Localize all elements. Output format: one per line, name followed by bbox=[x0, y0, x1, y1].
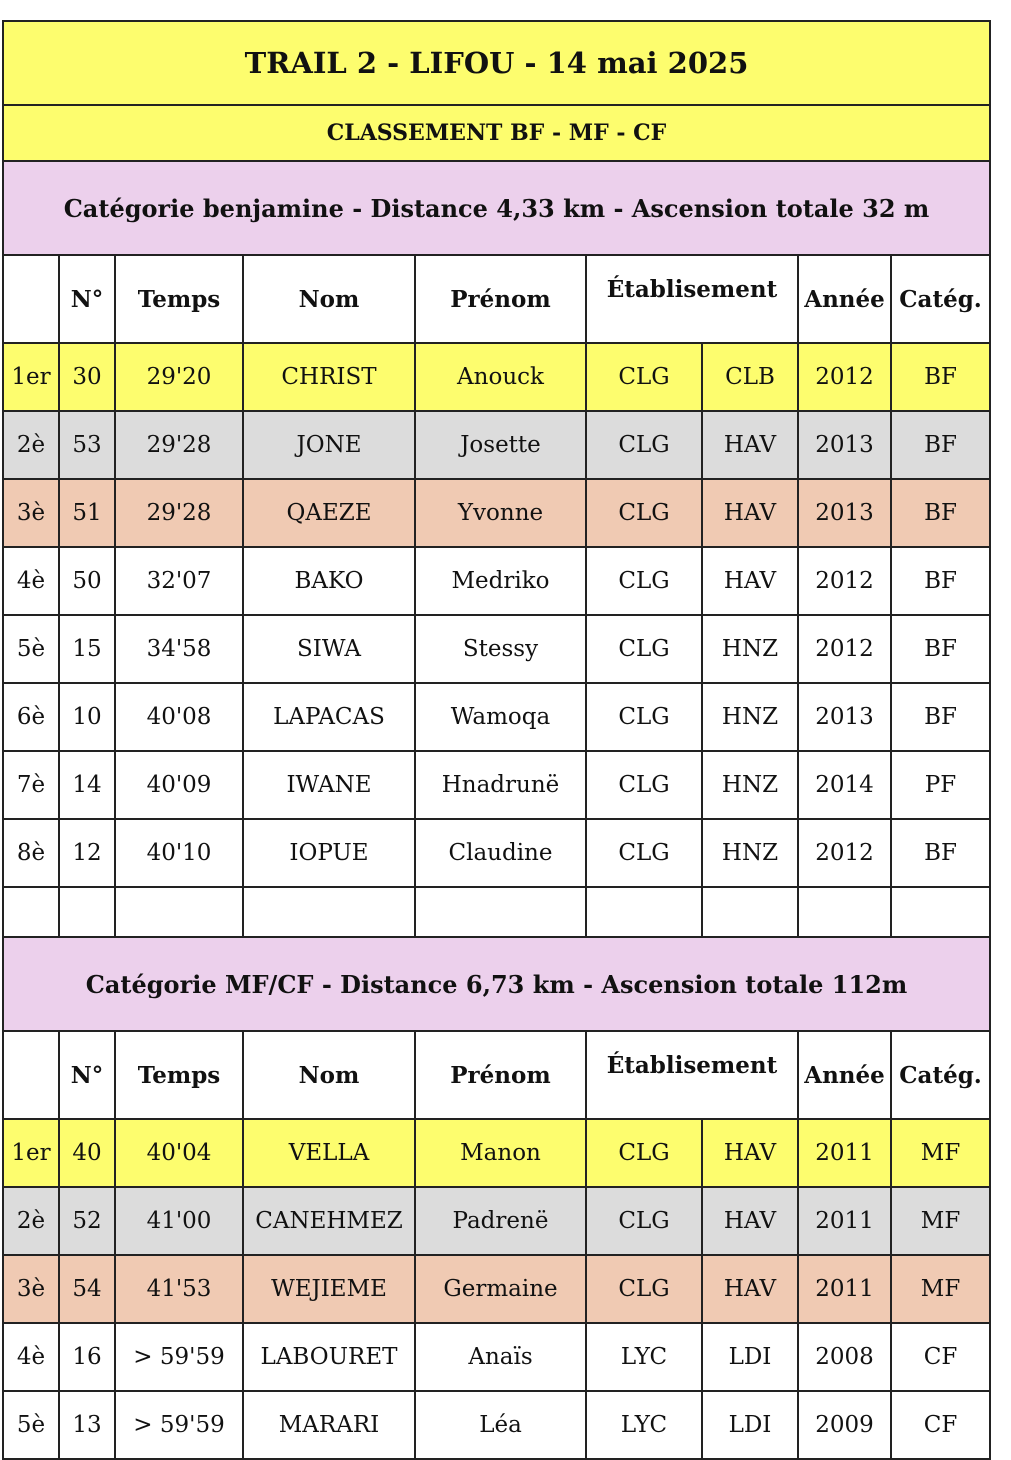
cell-school-type: LYC bbox=[586, 1391, 702, 1459]
cell-year: 2009 bbox=[798, 1391, 891, 1459]
title-row bbox=[3, 21, 990, 105]
category-heading-row bbox=[3, 161, 990, 255]
cell-category: BF bbox=[891, 547, 990, 615]
cell-lastname: MARARI bbox=[243, 1391, 415, 1459]
cell-number: 40 bbox=[59, 1119, 115, 1187]
cell-firstname: Anaïs bbox=[415, 1323, 586, 1391]
cell-year: 2013 bbox=[798, 683, 891, 751]
table-row bbox=[3, 819, 990, 887]
cell-firstname: Hnadrunë bbox=[415, 751, 586, 819]
cell-school-type: LYC bbox=[586, 1323, 702, 1391]
cell-time: 40'09 bbox=[115, 751, 243, 819]
header-time: Temps bbox=[115, 255, 243, 343]
cell-firstname: Claudine bbox=[415, 819, 586, 887]
cell-year: 2011 bbox=[798, 1119, 891, 1187]
cell-time: 29'28 bbox=[115, 479, 243, 547]
cell-school-code: LDI bbox=[702, 1391, 798, 1459]
cell-school-type: CLG bbox=[586, 547, 702, 615]
cell-rank: 4è bbox=[3, 547, 59, 615]
empty-cell bbox=[243, 887, 415, 937]
table-row bbox=[3, 683, 990, 751]
table-row bbox=[3, 1255, 990, 1323]
results-sheet bbox=[2, 20, 989, 1460]
cell-number: 16 bbox=[59, 1323, 115, 1391]
column-header-row bbox=[3, 255, 990, 343]
table-row bbox=[3, 411, 990, 479]
header-number: N° bbox=[59, 255, 115, 343]
header-year: Année bbox=[798, 255, 891, 343]
empty-cell bbox=[586, 887, 702, 937]
cell-school-type: CLG bbox=[586, 1119, 702, 1187]
cell-firstname: Medriko bbox=[415, 547, 586, 615]
cell-lastname: LABOURET bbox=[243, 1323, 415, 1391]
cell-firstname: Léa bbox=[415, 1391, 586, 1459]
column-header-row bbox=[3, 1031, 990, 1119]
category-heading: Catégorie benjamine - Distance 4,33 km - Ascension totale 32 m bbox=[3, 161, 990, 255]
cell-time: 41'53 bbox=[115, 1255, 243, 1323]
header-school: Établisement bbox=[586, 1031, 798, 1119]
cell-school-type: CLG bbox=[586, 819, 702, 887]
cell-school-code: HAV bbox=[702, 411, 798, 479]
cell-lastname: VELLA bbox=[243, 1119, 415, 1187]
page-title: TRAIL 2 - LIFOU - 14 mai 2025 bbox=[3, 21, 990, 105]
cell-rank: 5è bbox=[3, 1391, 59, 1459]
cell-school-code: HAV bbox=[702, 547, 798, 615]
cell-firstname: Anouck bbox=[415, 343, 586, 411]
cell-time: 40'08 bbox=[115, 683, 243, 751]
empty-cell bbox=[415, 887, 586, 937]
cell-firstname: Wamoqa bbox=[415, 683, 586, 751]
cell-category: BF bbox=[891, 683, 990, 751]
cell-lastname: LAPACAS bbox=[243, 683, 415, 751]
cell-firstname: Yvonne bbox=[415, 479, 586, 547]
cell-lastname: BAKO bbox=[243, 547, 415, 615]
cell-category: PF bbox=[891, 751, 990, 819]
table-row bbox=[3, 1187, 990, 1255]
empty-row bbox=[3, 887, 990, 937]
cell-rank: 6è bbox=[3, 683, 59, 751]
empty-cell bbox=[891, 887, 990, 937]
cell-rank: 4è bbox=[3, 1323, 59, 1391]
header-rank bbox=[3, 1031, 59, 1119]
header-firstname: Prénom bbox=[415, 255, 586, 343]
cell-number: 52 bbox=[59, 1187, 115, 1255]
table-row bbox=[3, 1119, 990, 1187]
cell-firstname: Stessy bbox=[415, 615, 586, 683]
header-school: Établisement bbox=[586, 255, 798, 343]
table-row bbox=[3, 615, 990, 683]
cell-lastname: SIWA bbox=[243, 615, 415, 683]
cell-school-code: HAV bbox=[702, 1119, 798, 1187]
cell-number: 50 bbox=[59, 547, 115, 615]
header-lastname: Nom bbox=[243, 1031, 415, 1119]
header-rank bbox=[3, 255, 59, 343]
cell-number: 54 bbox=[59, 1255, 115, 1323]
cell-school-code: HAV bbox=[702, 1187, 798, 1255]
cell-school-type: CLG bbox=[586, 479, 702, 547]
cell-number: 53 bbox=[59, 411, 115, 479]
cell-time: 40'10 bbox=[115, 819, 243, 887]
cell-lastname: CANEHMEZ bbox=[243, 1187, 415, 1255]
cell-number: 15 bbox=[59, 615, 115, 683]
cell-time: 29'28 bbox=[115, 411, 243, 479]
cell-category: BF bbox=[891, 479, 990, 547]
cell-firstname: Josette bbox=[415, 411, 586, 479]
header-category: Catég. bbox=[891, 1031, 990, 1119]
cell-firstname: Germaine bbox=[415, 1255, 586, 1323]
cell-school-type: CLG bbox=[586, 343, 702, 411]
cell-category: CF bbox=[891, 1323, 990, 1391]
cell-rank: 3è bbox=[3, 1255, 59, 1323]
cell-school-code: HAV bbox=[702, 1255, 798, 1323]
header-category: Catég. bbox=[891, 255, 990, 343]
cell-rank: 2è bbox=[3, 1187, 59, 1255]
cell-time: 29'20 bbox=[115, 343, 243, 411]
cell-school-code: CLB bbox=[702, 343, 798, 411]
cell-rank: 8è bbox=[3, 819, 59, 887]
cell-rank: 5è bbox=[3, 615, 59, 683]
cell-school-code: HNZ bbox=[702, 819, 798, 887]
header-time: Temps bbox=[115, 1031, 243, 1119]
cell-school-type: CLG bbox=[586, 751, 702, 819]
cell-year: 2012 bbox=[798, 819, 891, 887]
cell-time: 40'04 bbox=[115, 1119, 243, 1187]
empty-cell bbox=[115, 887, 243, 937]
cell-school-type: CLG bbox=[586, 615, 702, 683]
cell-firstname: Padrenë bbox=[415, 1187, 586, 1255]
cell-category: CF bbox=[891, 1391, 990, 1459]
table-row bbox=[3, 343, 990, 411]
empty-cell bbox=[59, 887, 115, 937]
cell-firstname: Manon bbox=[415, 1119, 586, 1187]
cell-school-code: LDI bbox=[702, 1323, 798, 1391]
cell-time: 41'00 bbox=[115, 1187, 243, 1255]
cell-number: 30 bbox=[59, 343, 115, 411]
cell-year: 2013 bbox=[798, 479, 891, 547]
cell-time: 34'58 bbox=[115, 615, 243, 683]
cell-lastname: JONE bbox=[243, 411, 415, 479]
cell-number: 12 bbox=[59, 819, 115, 887]
table-row bbox=[3, 1391, 990, 1459]
cell-number: 10 bbox=[59, 683, 115, 751]
cell-year: 2013 bbox=[798, 411, 891, 479]
table-row bbox=[3, 751, 990, 819]
table-row bbox=[3, 1323, 990, 1391]
cell-number: 13 bbox=[59, 1391, 115, 1459]
cell-number: 14 bbox=[59, 751, 115, 819]
category-heading: Catégorie MF/CF - Distance 6,73 km - Ascension totale 112m bbox=[3, 937, 990, 1031]
cell-lastname: WEJIEME bbox=[243, 1255, 415, 1323]
cell-number: 51 bbox=[59, 479, 115, 547]
cell-time: 32'07 bbox=[115, 547, 243, 615]
cell-school-code: HNZ bbox=[702, 683, 798, 751]
cell-rank: 7è bbox=[3, 751, 59, 819]
header-lastname: Nom bbox=[243, 255, 415, 343]
cell-time: > 59'59 bbox=[115, 1391, 243, 1459]
cell-school-type: CLG bbox=[586, 411, 702, 479]
cell-year: 2008 bbox=[798, 1323, 891, 1391]
cell-school-type: CLG bbox=[586, 683, 702, 751]
cell-rank: 3è bbox=[3, 479, 59, 547]
table-row bbox=[3, 479, 990, 547]
cell-year: 2012 bbox=[798, 615, 891, 683]
cell-lastname: CHRIST bbox=[243, 343, 415, 411]
cell-category: BF bbox=[891, 343, 990, 411]
cell-year: 2011 bbox=[798, 1255, 891, 1323]
cell-year: 2012 bbox=[798, 547, 891, 615]
page-subtitle: CLASSEMENT BF - MF - CF bbox=[3, 105, 990, 161]
cell-school-type: CLG bbox=[586, 1187, 702, 1255]
cell-rank: 1er bbox=[3, 343, 59, 411]
cell-school-code: HNZ bbox=[702, 615, 798, 683]
empty-cell bbox=[798, 887, 891, 937]
header-firstname: Prénom bbox=[415, 1031, 586, 1119]
cell-category: MF bbox=[891, 1187, 990, 1255]
cell-category: BF bbox=[891, 411, 990, 479]
cell-year: 2014 bbox=[798, 751, 891, 819]
empty-cell bbox=[3, 887, 59, 937]
cell-year: 2011 bbox=[798, 1187, 891, 1255]
cell-rank: 1er bbox=[3, 1119, 59, 1187]
cell-rank: 2è bbox=[3, 411, 59, 479]
cell-school-code: HAV bbox=[702, 479, 798, 547]
cell-time: > 59'59 bbox=[115, 1323, 243, 1391]
header-number: N° bbox=[59, 1031, 115, 1119]
header-year: Année bbox=[798, 1031, 891, 1119]
cell-lastname: QAEZE bbox=[243, 479, 415, 547]
empty-cell bbox=[702, 887, 798, 937]
cell-category: BF bbox=[891, 819, 990, 887]
table-row bbox=[3, 547, 990, 615]
subtitle-row bbox=[3, 105, 990, 161]
cell-lastname: IWANE bbox=[243, 751, 415, 819]
cell-school-type: CLG bbox=[586, 1255, 702, 1323]
results-table bbox=[2, 20, 991, 1460]
cell-category: MF bbox=[891, 1119, 990, 1187]
category-heading-row bbox=[3, 937, 990, 1031]
cell-category: BF bbox=[891, 615, 990, 683]
cell-school-code: HNZ bbox=[702, 751, 798, 819]
cell-category: MF bbox=[891, 1255, 990, 1323]
cell-lastname: IOPUE bbox=[243, 819, 415, 887]
cell-year: 2012 bbox=[798, 343, 891, 411]
